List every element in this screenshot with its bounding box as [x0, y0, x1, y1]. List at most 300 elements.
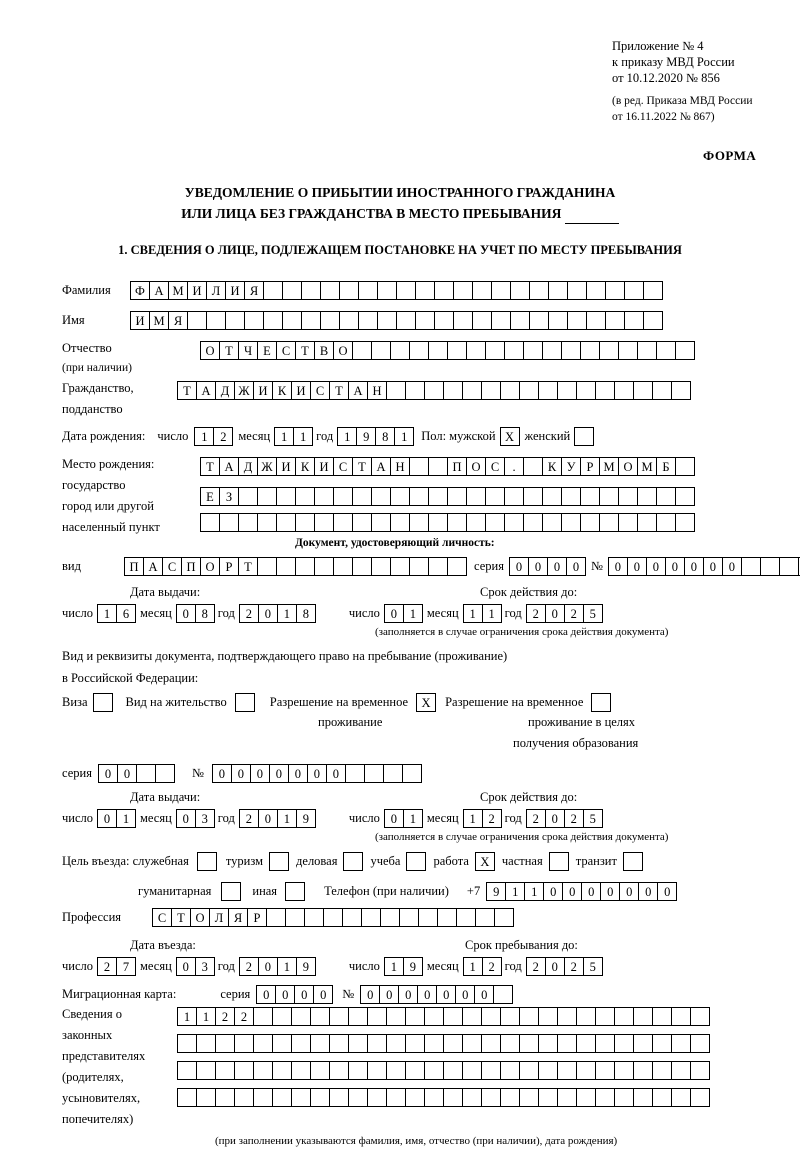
- char-cell[interactable]: [491, 311, 511, 330]
- char-cell[interactable]: 1: [403, 604, 423, 623]
- purpose-business-checkbox[interactable]: [343, 852, 362, 871]
- char-cell[interactable]: [453, 281, 473, 300]
- char-cell[interactable]: [671, 1007, 691, 1026]
- char-cell[interactable]: [197, 852, 217, 871]
- char-cell[interactable]: [358, 311, 378, 330]
- char-cell[interactable]: Л: [206, 281, 226, 300]
- char-cell[interactable]: 2: [215, 1007, 235, 1026]
- char-cell[interactable]: [409, 487, 429, 506]
- char-cell[interactable]: [263, 281, 283, 300]
- char-cell[interactable]: 1: [463, 604, 483, 623]
- char-cell[interactable]: [671, 381, 691, 400]
- char-cell[interactable]: [371, 513, 391, 532]
- char-cell[interactable]: 0: [212, 764, 232, 783]
- char-cell[interactable]: К: [542, 457, 562, 476]
- char-cell[interactable]: [548, 311, 568, 330]
- char-cell[interactable]: [633, 1007, 653, 1026]
- char-cell[interactable]: [481, 1007, 501, 1026]
- char-cell[interactable]: 0: [657, 882, 677, 901]
- char-cell[interactable]: [155, 764, 175, 783]
- char-cell[interactable]: 0: [176, 604, 196, 623]
- char-cell[interactable]: [519, 1007, 539, 1026]
- char-cell[interactable]: [409, 341, 429, 360]
- char-cell[interactable]: [504, 341, 524, 360]
- char-cell[interactable]: 0: [608, 557, 628, 576]
- char-cell[interactable]: [295, 513, 315, 532]
- char-cell[interactable]: [272, 1007, 292, 1026]
- char-cell[interactable]: [434, 311, 454, 330]
- char-cell[interactable]: [652, 1088, 672, 1107]
- char-cell[interactable]: [456, 908, 476, 927]
- char-cell[interactable]: 3: [195, 809, 215, 828]
- char-cell[interactable]: 0: [547, 557, 567, 576]
- char-cell[interactable]: П: [447, 457, 467, 476]
- char-cell[interactable]: [348, 1061, 368, 1080]
- char-cell[interactable]: [314, 513, 334, 532]
- char-cell[interactable]: [443, 1088, 463, 1107]
- char-cell[interactable]: [567, 281, 587, 300]
- char-cell[interactable]: С: [485, 457, 505, 476]
- char-cell[interactable]: [276, 513, 296, 532]
- char-cell[interactable]: 1: [196, 1007, 216, 1026]
- char-cell[interactable]: [399, 908, 419, 927]
- char-cell[interactable]: [557, 1007, 577, 1026]
- char-cell[interactable]: [538, 1061, 558, 1080]
- char-cell[interactable]: [462, 1034, 482, 1053]
- char-cell[interactable]: 0: [258, 809, 278, 828]
- char-cell[interactable]: 0: [566, 557, 586, 576]
- char-cell[interactable]: 1: [97, 604, 117, 623]
- char-cell[interactable]: [386, 1061, 406, 1080]
- char-cell[interactable]: [343, 852, 363, 871]
- char-cell[interactable]: [637, 487, 657, 506]
- char-cell[interactable]: Т: [219, 341, 239, 360]
- char-cell[interactable]: 5: [583, 604, 603, 623]
- char-cell[interactable]: Ж: [257, 457, 277, 476]
- char-cell[interactable]: 5: [583, 957, 603, 976]
- char-cell[interactable]: [196, 1061, 216, 1080]
- char-cell[interactable]: 0: [581, 882, 601, 901]
- char-cell[interactable]: 1: [116, 809, 136, 828]
- char-cell[interactable]: [500, 1007, 520, 1026]
- char-cell[interactable]: [314, 487, 334, 506]
- char-cell[interactable]: Е: [257, 341, 277, 360]
- char-cell[interactable]: [671, 1061, 691, 1080]
- char-cell[interactable]: А: [143, 557, 163, 576]
- char-cell[interactable]: Х: [416, 693, 436, 712]
- char-cell[interactable]: Т: [171, 908, 191, 927]
- char-cell[interactable]: [253, 1061, 273, 1080]
- char-cell[interactable]: 0: [258, 957, 278, 976]
- char-cell[interactable]: 1: [293, 427, 313, 446]
- char-cell[interactable]: О: [200, 341, 220, 360]
- char-cell[interactable]: [605, 281, 625, 300]
- char-cell[interactable]: [367, 1007, 387, 1026]
- birthplace-input-1[interactable]: [200, 457, 694, 476]
- permit-valid-day-input[interactable]: [384, 809, 422, 828]
- char-cell[interactable]: [295, 487, 315, 506]
- char-cell[interactable]: [652, 1007, 672, 1026]
- char-cell[interactable]: [301, 281, 321, 300]
- char-cell[interactable]: [93, 693, 113, 712]
- char-cell[interactable]: [424, 1061, 444, 1080]
- char-cell[interactable]: [257, 557, 277, 576]
- char-cell[interactable]: [595, 1034, 615, 1053]
- char-cell[interactable]: [485, 487, 505, 506]
- char-cell[interactable]: 0: [627, 557, 647, 576]
- char-cell[interactable]: [643, 281, 663, 300]
- char-cell[interactable]: И: [225, 281, 245, 300]
- char-cell[interactable]: 1: [394, 427, 414, 446]
- char-cell[interactable]: М: [149, 311, 169, 330]
- char-cell[interactable]: Ф: [130, 281, 150, 300]
- char-cell[interactable]: [652, 381, 672, 400]
- char-cell[interactable]: [466, 513, 486, 532]
- char-cell[interactable]: [623, 852, 643, 871]
- char-cell[interactable]: [215, 1034, 235, 1053]
- char-cell[interactable]: [481, 1061, 501, 1080]
- char-cell[interactable]: [779, 557, 799, 576]
- char-cell[interactable]: [352, 557, 372, 576]
- char-cell[interactable]: [257, 513, 277, 532]
- char-cell[interactable]: [406, 852, 426, 871]
- char-cell[interactable]: [624, 311, 644, 330]
- char-cell[interactable]: 2: [239, 604, 259, 623]
- char-cell[interactable]: [291, 1007, 311, 1026]
- char-cell[interactable]: Т: [177, 381, 197, 400]
- char-cell[interactable]: [586, 311, 606, 330]
- temp-residence-checkbox[interactable]: [416, 693, 435, 712]
- char-cell[interactable]: [177, 1061, 197, 1080]
- char-cell[interactable]: [538, 381, 558, 400]
- legal-rep-input-3[interactable]: [177, 1061, 709, 1080]
- char-cell[interactable]: З: [219, 487, 239, 506]
- char-cell[interactable]: [481, 1034, 501, 1053]
- char-cell[interactable]: [561, 487, 581, 506]
- stay-day-input[interactable]: [384, 957, 422, 976]
- char-cell[interactable]: [390, 557, 410, 576]
- char-cell[interactable]: [348, 1007, 368, 1026]
- char-cell[interactable]: [675, 513, 695, 532]
- char-cell[interactable]: Я: [244, 281, 264, 300]
- char-cell[interactable]: О: [618, 457, 638, 476]
- char-cell[interactable]: 1: [277, 957, 297, 976]
- char-cell[interactable]: 0: [313, 985, 333, 1004]
- char-cell[interactable]: 0: [269, 764, 289, 783]
- permit-number-input[interactable]: [212, 764, 421, 783]
- purpose-study-checkbox[interactable]: [406, 852, 425, 871]
- char-cell[interactable]: 0: [436, 985, 456, 1004]
- char-cell[interactable]: [523, 341, 543, 360]
- sex-female-checkbox[interactable]: [574, 427, 593, 446]
- char-cell[interactable]: [472, 311, 492, 330]
- char-cell[interactable]: [500, 1061, 520, 1080]
- char-cell[interactable]: [177, 1088, 197, 1107]
- char-cell[interactable]: [538, 1034, 558, 1053]
- char-cell[interactable]: [282, 311, 302, 330]
- char-cell[interactable]: 9: [403, 957, 423, 976]
- char-cell[interactable]: Е: [200, 487, 220, 506]
- purpose-private-checkbox[interactable]: [549, 852, 568, 871]
- char-cell[interactable]: [348, 1034, 368, 1053]
- doc-issue-month-input[interactable]: [176, 604, 214, 623]
- char-cell[interactable]: [561, 513, 581, 532]
- char-cell[interactable]: [576, 1007, 596, 1026]
- char-cell[interactable]: В: [314, 341, 334, 360]
- char-cell[interactable]: [221, 882, 241, 901]
- char-cell[interactable]: Я: [228, 908, 248, 927]
- char-cell[interactable]: И: [187, 281, 207, 300]
- char-cell[interactable]: [443, 381, 463, 400]
- char-cell[interactable]: [304, 908, 324, 927]
- char-cell[interactable]: [466, 341, 486, 360]
- permit-issue-day-input[interactable]: [97, 809, 135, 828]
- char-cell[interactable]: [424, 1034, 444, 1053]
- char-cell[interactable]: 0: [258, 604, 278, 623]
- char-cell[interactable]: [633, 1061, 653, 1080]
- char-cell[interactable]: [599, 513, 619, 532]
- char-cell[interactable]: 0: [528, 557, 548, 576]
- char-cell[interactable]: 2: [526, 604, 546, 623]
- char-cell[interactable]: 9: [296, 957, 316, 976]
- char-cell[interactable]: 0: [294, 985, 314, 1004]
- char-cell[interactable]: [760, 557, 780, 576]
- char-cell[interactable]: [196, 1034, 216, 1053]
- char-cell[interactable]: 0: [545, 809, 565, 828]
- char-cell[interactable]: 0: [275, 985, 295, 1004]
- doc-number-input[interactable]: [608, 557, 800, 576]
- char-cell[interactable]: 2: [239, 957, 259, 976]
- char-cell[interactable]: [481, 381, 501, 400]
- char-cell[interactable]: [447, 487, 467, 506]
- patronymic-input[interactable]: [200, 341, 694, 360]
- char-cell[interactable]: [542, 487, 562, 506]
- char-cell[interactable]: Р: [247, 908, 267, 927]
- char-cell[interactable]: 9: [356, 427, 376, 446]
- char-cell[interactable]: [215, 1061, 235, 1080]
- char-cell[interactable]: [428, 457, 448, 476]
- char-cell[interactable]: [329, 1034, 349, 1053]
- char-cell[interactable]: 0: [619, 882, 639, 901]
- legal-rep-input-4[interactable]: [177, 1088, 709, 1107]
- char-cell[interactable]: [377, 311, 397, 330]
- doc-type-input[interactable]: [124, 557, 466, 576]
- char-cell[interactable]: Р: [219, 557, 239, 576]
- char-cell[interactable]: 0: [326, 764, 346, 783]
- char-cell[interactable]: [310, 1061, 330, 1080]
- birth-year-input[interactable]: [337, 427, 413, 446]
- char-cell[interactable]: А: [348, 381, 368, 400]
- char-cell[interactable]: [595, 1088, 615, 1107]
- char-cell[interactable]: [352, 487, 372, 506]
- char-cell[interactable]: [206, 311, 226, 330]
- char-cell[interactable]: Ж: [234, 381, 254, 400]
- char-cell[interactable]: [367, 1088, 387, 1107]
- char-cell[interactable]: 0: [176, 957, 196, 976]
- char-cell[interactable]: [447, 513, 467, 532]
- char-cell[interactable]: С: [333, 457, 353, 476]
- char-cell[interactable]: [383, 764, 403, 783]
- char-cell[interactable]: 0: [379, 985, 399, 1004]
- char-cell[interactable]: [235, 693, 255, 712]
- char-cell[interactable]: [364, 764, 384, 783]
- char-cell[interactable]: [481, 1088, 501, 1107]
- char-cell[interactable]: 1: [177, 1007, 197, 1026]
- char-cell[interactable]: Р: [580, 457, 600, 476]
- char-cell[interactable]: 2: [526, 809, 546, 828]
- char-cell[interactable]: [519, 381, 539, 400]
- char-cell[interactable]: [453, 311, 473, 330]
- char-cell[interactable]: [586, 281, 606, 300]
- char-cell[interactable]: [333, 557, 353, 576]
- char-cell[interactable]: [415, 311, 435, 330]
- char-cell[interactable]: [557, 1034, 577, 1053]
- char-cell[interactable]: [386, 1088, 406, 1107]
- char-cell[interactable]: 0: [176, 809, 196, 828]
- char-cell[interactable]: 0: [417, 985, 437, 1004]
- permit-issue-month-input[interactable]: [176, 809, 214, 828]
- char-cell[interactable]: [276, 487, 296, 506]
- char-cell[interactable]: 0: [543, 882, 563, 901]
- char-cell[interactable]: [485, 513, 505, 532]
- char-cell[interactable]: 1: [384, 957, 404, 976]
- char-cell[interactable]: [424, 1007, 444, 1026]
- char-cell[interactable]: [500, 1088, 520, 1107]
- char-cell[interactable]: [405, 1034, 425, 1053]
- birth-month-input[interactable]: [274, 427, 312, 446]
- entry-month-input[interactable]: [176, 957, 214, 976]
- char-cell[interactable]: [542, 513, 562, 532]
- char-cell[interactable]: [618, 341, 638, 360]
- char-cell[interactable]: [396, 281, 416, 300]
- char-cell[interactable]: [377, 281, 397, 300]
- doc-issue-day-input[interactable]: [97, 604, 135, 623]
- char-cell[interactable]: [475, 908, 495, 927]
- char-cell[interactable]: [671, 1034, 691, 1053]
- char-cell[interactable]: 5: [583, 809, 603, 828]
- char-cell[interactable]: [285, 908, 305, 927]
- char-cell[interactable]: [253, 1088, 273, 1107]
- char-cell[interactable]: [187, 311, 207, 330]
- char-cell[interactable]: [599, 487, 619, 506]
- char-cell[interactable]: [614, 1061, 634, 1080]
- birth-day-input[interactable]: [194, 427, 232, 446]
- char-cell[interactable]: [200, 513, 220, 532]
- char-cell[interactable]: 1: [194, 427, 214, 446]
- char-cell[interactable]: [466, 487, 486, 506]
- char-cell[interactable]: [462, 1007, 482, 1026]
- char-cell[interactable]: [434, 281, 454, 300]
- char-cell[interactable]: [443, 1034, 463, 1053]
- char-cell[interactable]: [295, 557, 315, 576]
- char-cell[interactable]: Б: [656, 457, 676, 476]
- char-cell[interactable]: [234, 1061, 254, 1080]
- char-cell[interactable]: [485, 341, 505, 360]
- char-cell[interactable]: [405, 1061, 425, 1080]
- char-cell[interactable]: 2: [526, 957, 546, 976]
- char-cell[interactable]: О: [466, 457, 486, 476]
- char-cell[interactable]: 2: [564, 809, 584, 828]
- char-cell[interactable]: Т: [200, 457, 220, 476]
- char-cell[interactable]: [557, 1088, 577, 1107]
- stay-month-input[interactable]: [463, 957, 501, 976]
- char-cell[interactable]: Х: [475, 852, 495, 871]
- profession-input[interactable]: [152, 908, 513, 927]
- char-cell[interactable]: 0: [97, 809, 117, 828]
- legal-rep-input-2[interactable]: [177, 1034, 709, 1053]
- char-cell[interactable]: [136, 764, 156, 783]
- char-cell[interactable]: 0: [638, 882, 658, 901]
- permit-series-input[interactable]: [98, 764, 174, 783]
- char-cell[interactable]: П: [124, 557, 144, 576]
- char-cell[interactable]: 1: [505, 882, 525, 901]
- char-cell[interactable]: 8: [296, 604, 316, 623]
- char-cell[interactable]: [342, 908, 362, 927]
- char-cell[interactable]: [633, 1034, 653, 1053]
- char-cell[interactable]: П: [181, 557, 201, 576]
- char-cell[interactable]: [396, 311, 416, 330]
- char-cell[interactable]: [329, 1061, 349, 1080]
- char-cell[interactable]: [333, 487, 353, 506]
- char-cell[interactable]: [333, 513, 353, 532]
- migration-number-input[interactable]: [360, 985, 512, 1004]
- char-cell[interactable]: [462, 1088, 482, 1107]
- char-cell[interactable]: [348, 1088, 368, 1107]
- char-cell[interactable]: [409, 557, 429, 576]
- char-cell[interactable]: [576, 1088, 596, 1107]
- char-cell[interactable]: [238, 487, 258, 506]
- char-cell[interactable]: [500, 381, 520, 400]
- char-cell[interactable]: 1: [274, 427, 294, 446]
- char-cell[interactable]: [675, 341, 695, 360]
- char-cell[interactable]: [386, 1034, 406, 1053]
- char-cell[interactable]: С: [162, 557, 182, 576]
- char-cell[interactable]: 0: [250, 764, 270, 783]
- char-cell[interactable]: 0: [474, 985, 494, 1004]
- char-cell[interactable]: 0: [360, 985, 380, 1004]
- purpose-transit-checkbox[interactable]: [623, 852, 642, 871]
- char-cell[interactable]: О: [333, 341, 353, 360]
- char-cell[interactable]: [380, 908, 400, 927]
- char-cell[interactable]: [415, 281, 435, 300]
- char-cell[interactable]: 7: [116, 957, 136, 976]
- char-cell[interactable]: [690, 1088, 710, 1107]
- char-cell[interactable]: [656, 487, 676, 506]
- char-cell[interactable]: 1: [337, 427, 357, 446]
- char-cell[interactable]: Я: [168, 311, 188, 330]
- citizenship-input[interactable]: [177, 381, 690, 400]
- char-cell[interactable]: 0: [684, 557, 704, 576]
- char-cell[interactable]: [424, 381, 444, 400]
- char-cell[interactable]: [234, 1088, 254, 1107]
- char-cell[interactable]: 8: [195, 604, 215, 623]
- char-cell[interactable]: Д: [238, 457, 258, 476]
- char-cell[interactable]: [643, 311, 663, 330]
- char-cell[interactable]: 0: [98, 764, 118, 783]
- char-cell[interactable]: 2: [482, 957, 502, 976]
- char-cell[interactable]: 3: [195, 957, 215, 976]
- char-cell[interactable]: [291, 1034, 311, 1053]
- char-cell[interactable]: [519, 1061, 539, 1080]
- purpose-tourism-checkbox[interactable]: [269, 852, 288, 871]
- purpose-humanitarian-checkbox[interactable]: [221, 882, 240, 901]
- char-cell[interactable]: [291, 1088, 311, 1107]
- char-cell[interactable]: [269, 852, 289, 871]
- char-cell[interactable]: 0: [646, 557, 666, 576]
- char-cell[interactable]: И: [291, 381, 311, 400]
- char-cell[interactable]: [225, 311, 245, 330]
- char-cell[interactable]: [618, 513, 638, 532]
